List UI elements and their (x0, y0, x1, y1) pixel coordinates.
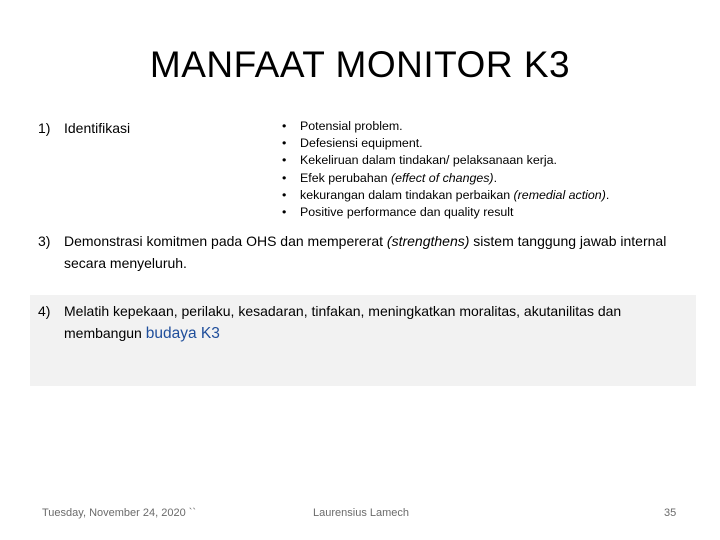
item-number: 3) (38, 233, 51, 249)
bullet-item (282, 170, 609, 187)
bullet-item (282, 135, 609, 152)
bullet-text: Positive performance dan quality result (300, 205, 514, 220)
budaya-k3-highlight: budaya K3 (145, 325, 220, 342)
bullet-emphasis: (remedial action) (513, 187, 606, 202)
footer-author: Laurensius Lamech (313, 507, 410, 519)
item-emphasis: (strengthens) (386, 233, 470, 249)
item-body (64, 300, 688, 345)
bullet-text: kekurangan dalam tindakan perbaikan (300, 187, 514, 202)
identifikasi-bullet-list (282, 118, 609, 221)
item-text-continued: sistem tanggung jawab internal secara menyeluruh. (64, 233, 667, 271)
bullet-emphasis: (effect of changes) (390, 170, 494, 185)
item-demonstrasi (38, 230, 698, 274)
bullet-punct: . (493, 170, 498, 185)
item-number: 1) (38, 120, 51, 136)
bullet-item (282, 118, 609, 135)
bullet-icon: • (282, 187, 287, 202)
item-body (64, 230, 698, 274)
item-identifikasi (38, 120, 130, 136)
bullet-text: Defesiensi equipment. (300, 136, 423, 151)
item-number: 4) (38, 303, 51, 319)
slide-title: MANFAAT MONITOR K3 (149, 44, 571, 85)
bullet-item (282, 152, 609, 169)
bullet-item (282, 204, 609, 221)
item-melatih (38, 300, 688, 345)
item-label: Identifikasi (64, 120, 131, 136)
bullet-icon: • (282, 170, 287, 185)
bullet-punct: . (605, 187, 610, 202)
bullet-icon: • (282, 153, 287, 168)
bullet-icon: • (282, 119, 287, 133)
bullet-icon: • (282, 205, 287, 220)
item-text: Melatih kepekaan, perilaku, kesadaran, tinfakan, meningkatkan moralitas, akutanilitas dan membangun (64, 303, 622, 341)
bullet-text: Potensial problem. (300, 119, 403, 133)
bullet-text: Efek perubahan (300, 170, 391, 185)
bullet-text: Kekeliruan dalam tindakan/ pelaksanaan kerja. (300, 153, 557, 168)
bullet-item (282, 187, 609, 204)
footer-page-number: 35 (664, 507, 677, 519)
footer-date: Tuesday, November 24, 2020 `` (42, 507, 197, 519)
bullet-icon: • (282, 136, 287, 151)
item-text: Demonstrasi komitmen pada OHS dan mempererat (64, 233, 387, 249)
